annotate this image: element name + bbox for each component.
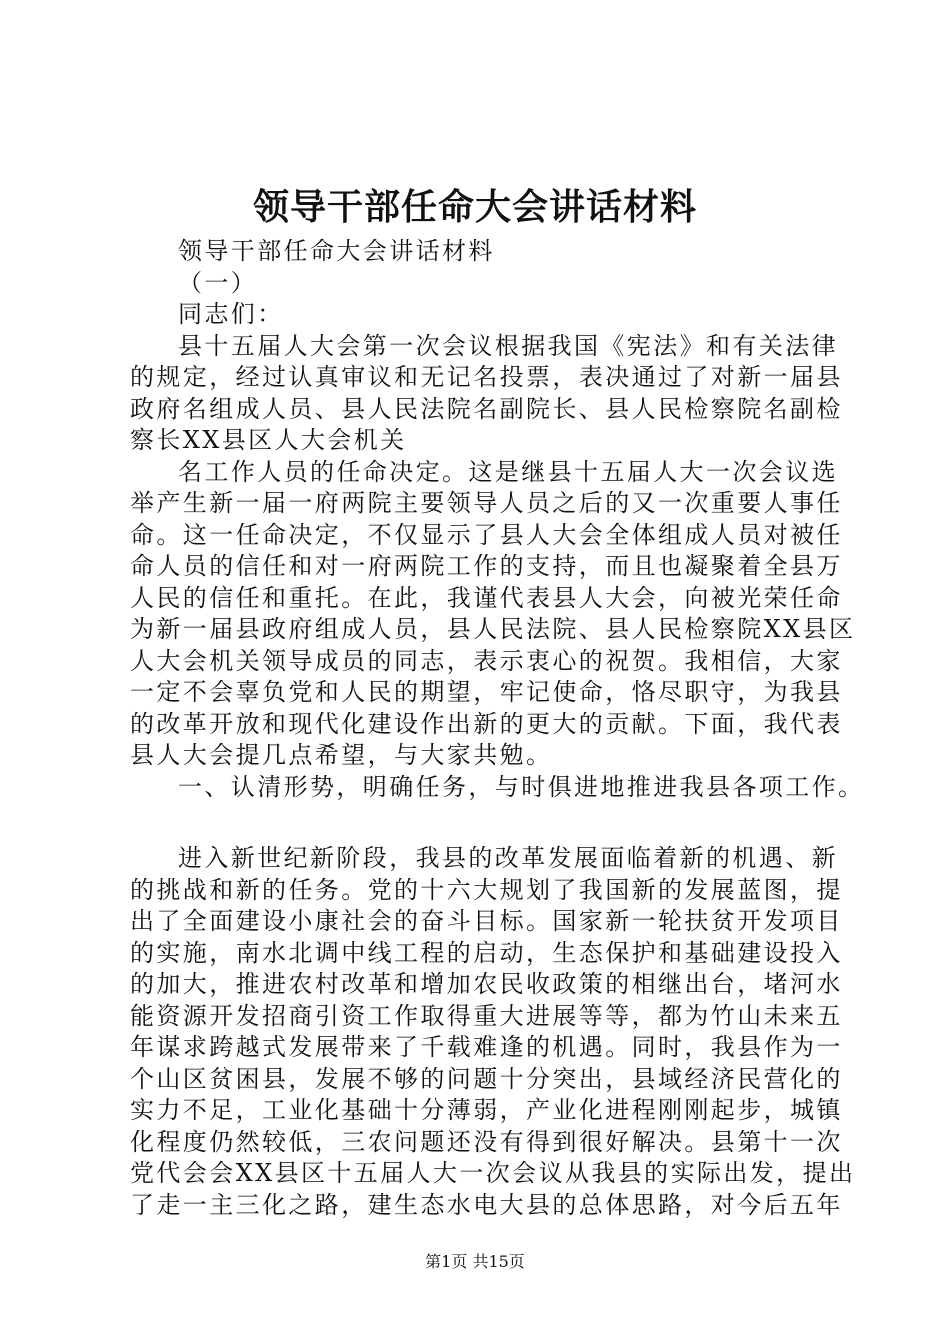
paragraph-line: 政府名组成人员、县人民法院名副院长、县人民检察院名副检	[130, 394, 843, 423]
paragraph-line: 领导干部任命大会讲话材料	[178, 237, 495, 265]
paragraph-line: 一定不会辜负党和人民的期望，牢记使命，恪尽职守，为我县	[130, 678, 843, 706]
document-title: 领导干部任命大会讲话材料	[252, 186, 697, 228]
paragraph-line: 一、认清形势，明确任务，与时俱进地推进我县各项工作。	[178, 772, 865, 801]
paragraph-line	[130, 803, 850, 843]
paragraph-line: 的实施，南水北调中线工程的启动，生态保护和基础建设投入	[130, 938, 843, 967]
page-footer: 第1页 共15页	[425, 1252, 525, 1271]
paragraph-line: 的规定，经过认真审议和无记名投票，表决通过了对新一届县	[130, 363, 843, 391]
paragraph-line: 了走一主三化之路，建生态水电大县的总体思路，对今后五年	[130, 1190, 843, 1219]
paragraph-line: 的加大，推进农村改革和增加农民收政策的相继出台，堵河水	[130, 970, 843, 998]
paragraph-line: 人大会机关领导成员的同志，表示衷心的祝贺。我相信，大家	[130, 646, 843, 675]
paragraph-line: 举产生新一届一府两院主要领导人员之后的又一次重要人事任	[130, 489, 843, 517]
paragraph-line: 命人员的信任和对一府两院工作的支持，而且也凝聚着全县万	[130, 552, 843, 580]
paragraph-line: 个山区贫困县，发展不够的问题十分突出，县域经济民营化的	[130, 1064, 843, 1093]
paragraph-line: 能资源开发招商引资工作取得重大进展等等，都为竹山未来五	[130, 1001, 843, 1030]
paragraph-line: 的挑战和新的任务。党的十六大规划了我国新的发展蓝图，提	[130, 875, 843, 904]
paragraph-line: 党代会会XX县区十五届人大一次会议从我县的实际出发，提出	[130, 1159, 856, 1187]
paragraph-line: 命。这一任命决定，不仅显示了县人大会全体组成人员对被任	[130, 520, 843, 549]
paragraph-line: 年谋求跨越式发展带来了千载难逢的机遇。同时，我县作为一	[130, 1033, 843, 1061]
paragraph-line: 同志们：	[178, 300, 284, 328]
paragraph-line: 名工作人员的任命决定。这是继县十五届人大一次会议选	[178, 457, 838, 486]
paragraph-line: 实力不足，工业化基础十分薄弱，产业化进程刚刚起步，城镇	[130, 1096, 843, 1124]
paragraph-line: 县人大会提几点希望，与大家共勉。	[130, 741, 553, 769]
paragraph-line: 化程度仍然较低，三农问题还没有得到很好解决。县第十一次	[130, 1127, 843, 1156]
paragraph-line: （一）	[178, 268, 258, 297]
document-body	[130, 236, 865, 1221]
paragraph-line: 为新一届县政府组成人员，县人民法院、县人民检察院XX县区	[130, 615, 856, 643]
paragraph-line: 县十五届人大会第一次会议根据我国《宪法》和有关法律	[178, 331, 838, 360]
paragraph-line: 人民的信任和重托。在此，我谨代表县人大会，向被光荣任命	[130, 583, 843, 612]
paragraph-line: 进入新世纪新阶段，我县的改革发展面临着新的机遇、新	[178, 844, 838, 872]
paragraph-line: 出了全面建设小康社会的奋斗目标。国家新一轮扶贫开发项目	[130, 907, 843, 935]
paragraph-line: 察长XX县区人大会机关	[130, 426, 407, 454]
paragraph-line: 的改革开放和现代化建设作出新的更大的贡献。下面，我代表	[130, 709, 843, 738]
